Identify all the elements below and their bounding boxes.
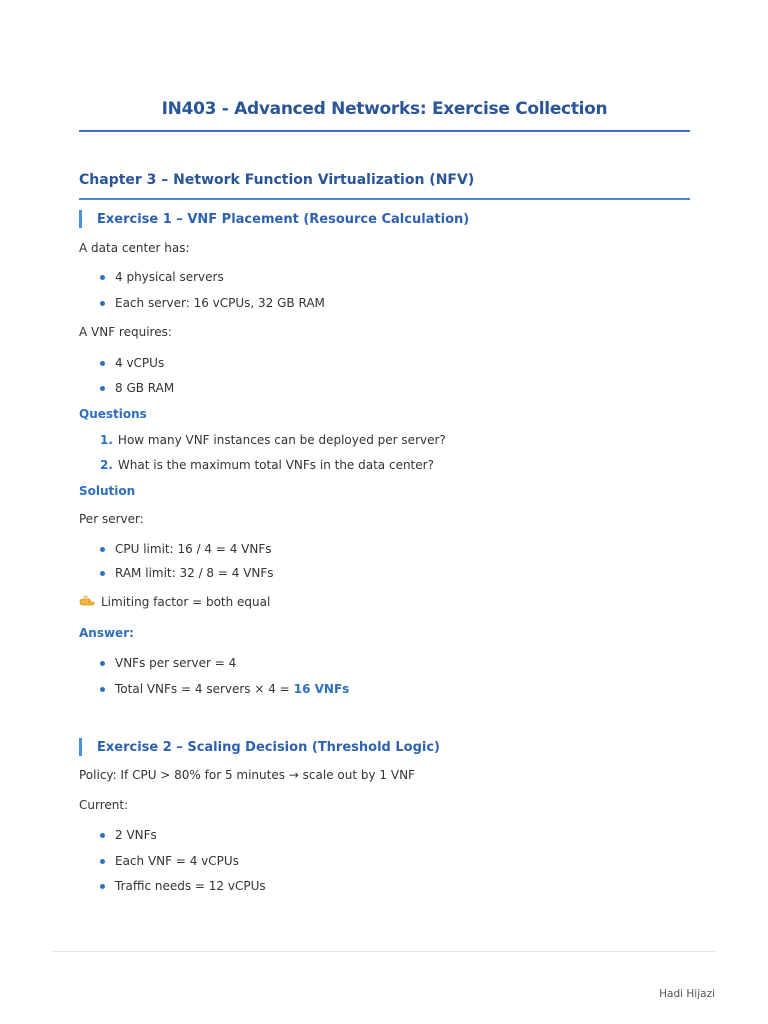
answer-label: Answer: bbox=[79, 626, 134, 640]
bullet-icon bbox=[100, 661, 105, 666]
limiting-factor-text: Limiting factor = both equal bbox=[101, 595, 271, 609]
exercise-2-title: Exercise 2 – Scaling Decision (Threshold Logic) bbox=[97, 739, 440, 755]
questions-label: Questions bbox=[79, 407, 147, 421]
heading-accent-bar bbox=[79, 738, 82, 756]
pointing-hand-icon bbox=[79, 595, 95, 607]
question-item bbox=[100, 433, 446, 447]
list-item bbox=[100, 270, 224, 284]
list-item bbox=[100, 381, 174, 395]
list-item bbox=[100, 296, 325, 310]
bullet-icon bbox=[100, 884, 105, 889]
list-item bbox=[100, 879, 266, 893]
list-item-text: 4 vCPUs bbox=[115, 356, 165, 370]
list-item-text: Traffic needs = 12 vCPUs bbox=[115, 879, 266, 893]
footer-divider bbox=[53, 951, 715, 952]
chapter-title: Chapter 3 – Network Function Virtualization (NFV) bbox=[79, 172, 475, 188]
question-number: 2. bbox=[100, 458, 113, 472]
list-item bbox=[100, 682, 349, 696]
list-item bbox=[100, 356, 164, 370]
list-item bbox=[100, 566, 274, 580]
datacenter-intro: A data center has: bbox=[79, 241, 190, 255]
bullet-icon bbox=[100, 859, 105, 864]
chapter-divider bbox=[79, 198, 690, 200]
exercise-2-heading bbox=[79, 738, 440, 756]
bullet-icon bbox=[100, 361, 105, 366]
exercise-1-title: Exercise 1 – VNF Placement (Resource Calculation) bbox=[97, 211, 470, 227]
answer-highlight: 16 VNFs bbox=[293, 682, 350, 696]
question-item bbox=[100, 458, 434, 472]
question-text: How many VNF instances can be deployed per server? bbox=[117, 433, 446, 447]
limiting-factor-line bbox=[79, 595, 270, 609]
list-item-text: 2 VNFs bbox=[115, 828, 157, 842]
heading-accent-bar bbox=[79, 210, 82, 228]
exercise-1-heading bbox=[79, 210, 469, 228]
list-item-text: Each VNF = 4 vCPUs bbox=[115, 854, 239, 868]
question-text: What is the maximum total VNFs in the data center? bbox=[117, 458, 434, 472]
bullet-icon bbox=[100, 833, 105, 838]
list-item-text: RAM limit: 32 / 8 = 4 VNFs bbox=[115, 566, 274, 580]
document-title: IN403 - Advanced Networks: Exercise Collection bbox=[161, 99, 608, 119]
list-item-text: CPU limit: 16 / 4 = 4 VNFs bbox=[115, 542, 272, 556]
list-item bbox=[100, 542, 272, 556]
list-item-text: VNFs per server = 4 bbox=[115, 656, 237, 670]
bullet-icon bbox=[100, 571, 105, 576]
bullet-icon bbox=[100, 386, 105, 391]
question-number: 1. bbox=[100, 433, 113, 447]
solution-label: Solution bbox=[79, 484, 136, 498]
policy-text: Policy: If CPU > 80% for 5 minutes → scale out by 1 VNF bbox=[79, 768, 415, 782]
bullet-icon bbox=[100, 687, 105, 692]
list-item-text: 8 GB RAM bbox=[115, 381, 175, 395]
list-item bbox=[100, 828, 157, 842]
per-server-label: Per server: bbox=[79, 512, 144, 526]
footer-author: Hadi Hijazi bbox=[659, 988, 715, 1000]
list-item-text: Each server: 16 vCPUs, 32 GB RAM bbox=[115, 296, 325, 310]
bullet-icon bbox=[100, 547, 105, 552]
vnf-intro: A VNF requires: bbox=[79, 325, 172, 339]
bullet-icon bbox=[100, 275, 105, 280]
list-item-text: Total VNFs = 4 servers × 4 = bbox=[115, 682, 290, 696]
list-item-text: 4 physical servers bbox=[115, 270, 224, 284]
bullet-icon bbox=[100, 301, 105, 306]
current-label: Current: bbox=[79, 798, 129, 812]
title-divider bbox=[79, 130, 690, 132]
list-item bbox=[100, 656, 236, 670]
list-item bbox=[100, 854, 239, 868]
